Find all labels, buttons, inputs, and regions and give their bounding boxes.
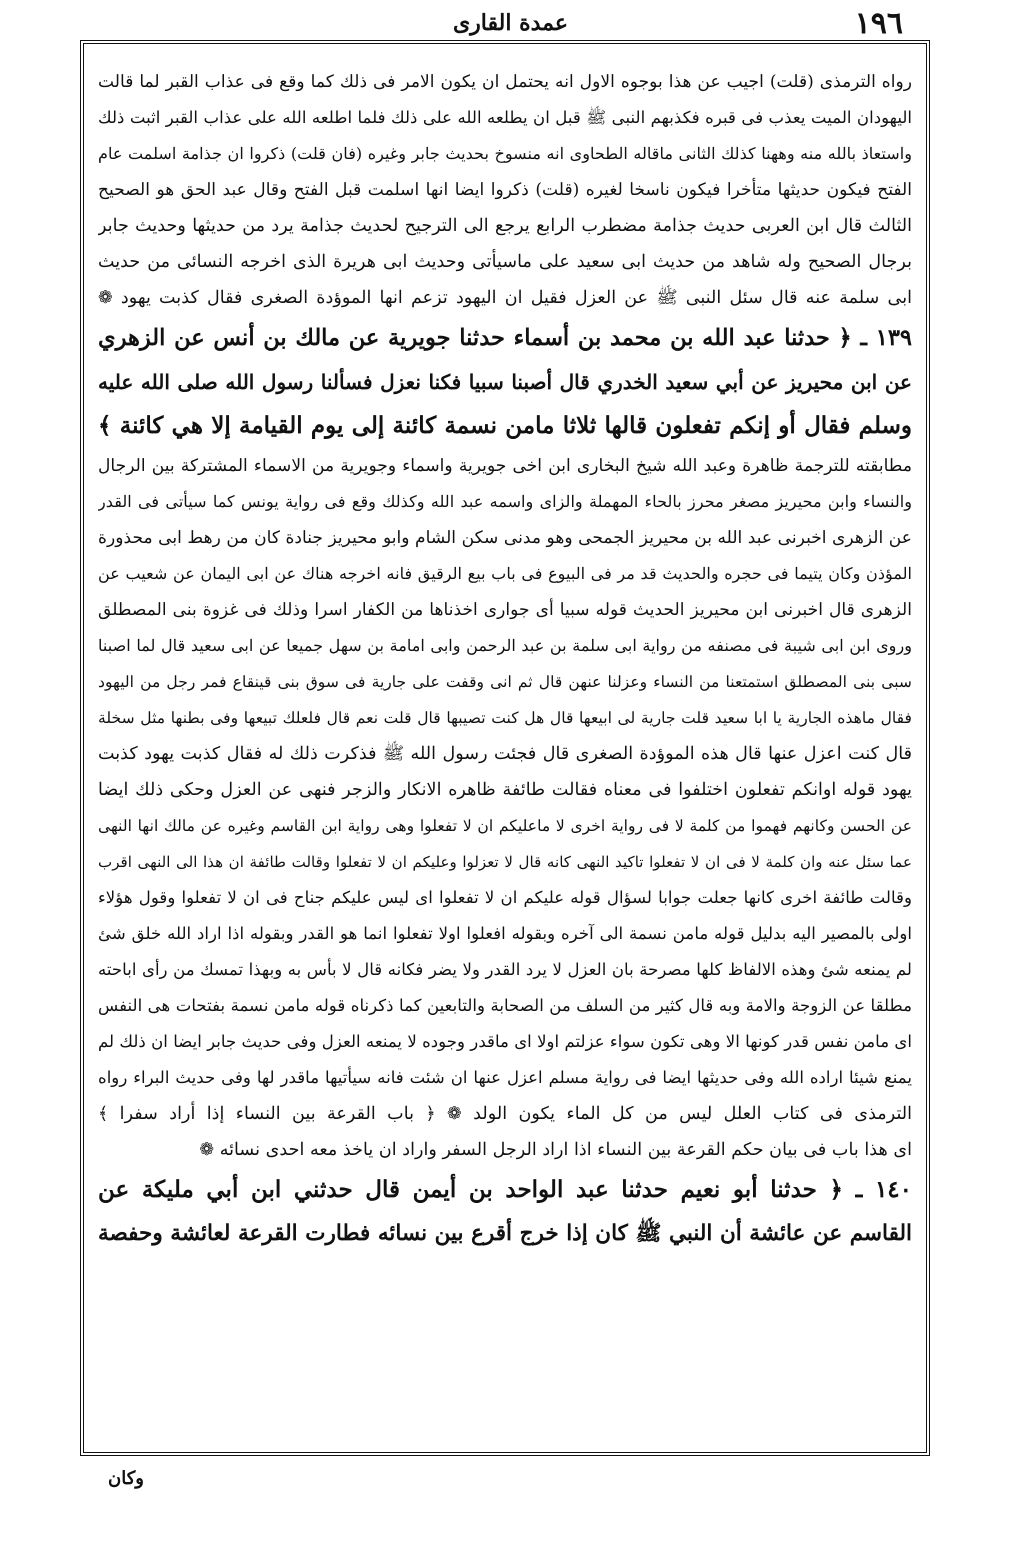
hadith-139 [98, 316, 912, 448]
running-title: عمدة القارى [452, 10, 569, 36]
text-line: اليهودان الميت يعذب فى قبره فكذبهم النبى ﷺ قبل ان يطلعه الله على ذلك فلما اطلعه الله على عذاب القبر اثبت ذلك [98, 108, 912, 127]
text-line: فقال ماهذه الجارية يا ابا سعيد قلت جارية لى ابيعها قال هل كنت تصيبها قال قلت نعم قال فلعلك تبيعها وفى بطنها مثل سخلة [98, 709, 912, 727]
text-line: عما سئل عنه وان كلمة لا فى ان لا تفعلوا تاكيد النهى كانه قال لا تعزلوا وعليكم ان لا تفعلوا وقالت طائفة ان هذا الى النهى اقرب [98, 853, 912, 871]
text-line: الفتح فيكون حديثها متأخرا فيكون ناسخا لغيره (قلت) ذكروا ايضا انها اسلمت قبل الفتح وقال عبد الحق هو الصحيح [98, 180, 912, 200]
text-line: الثالث قال ابن العربى حديث جذامة مضطرب الرابع يرجع الى الترجيح لحديث جذامة يرد من حديثها وحديث جابر [98, 216, 912, 236]
page-body [98, 64, 912, 1444]
hadith-line: ١٤٠ ـ ﴿ حدثنا أبو نعيم حدثنا عبد الواحد بن أيمن قال حدثني ابن أبي مليكة عن [98, 1176, 912, 1203]
text-line: المؤذن وكان يتيما فى حجره والحديث قد مر فى البيوع فى باب بيع الرقيق فانه اخرجه هناك عن ابى اليمان عن شعيب عن [98, 564, 912, 583]
hadith-140 [98, 1168, 912, 1256]
text-line: عن الحسن وكانهم فهموا من كلمة لا فى رواية اخرى لا ماعليكم ان لا تفعلوا وهى رواية ابن القاسم وغيره عن مالك انها النهى [98, 817, 912, 835]
text-line: الترمذى فى كتاب العلل ليس من كل الماء يكون الولد ❁ ﴿ باب القرعة بين النساء إذا أراد سفرا ﴾ [98, 1104, 912, 1124]
hadith-line: ١٣٩ ـ ﴿ حدثنا عبد الله بن محمد بن أسماء حدثنا جويرية عن مالك بن أنس عن الزهري [98, 325, 912, 351]
text-line: والنساء وابن محيريز مصغر محرز بالحاء المهملة والزاى واسمه عبد الله وكذلك وقع فى رواية يونس كما سيأتى فى القدر [98, 492, 912, 511]
chapter-note: اى هذا باب فى بيان حكم القرعة بين النساء اذا اراد الرجل السفر واراد ان ياخذ معه احدى نسائه ❁ [199, 1140, 912, 1160]
page-number: ١٩٦ [854, 6, 903, 41]
hadith-line: القاسم عن عائشة أن النبي ﷺ كان إذا خرج أقرع بين نسائه فطارت القرعة لعائشة وحفصة [98, 1221, 912, 1246]
hadith-line: عن ابن محيريز عن أبي سعيد الخدري قال أصبنا سبيا فكنا نعزل فسألنا رسول الله صلى الله عليه [98, 370, 912, 394]
text-line: يمنع شيئا اراده الله وفى حديثها ايضا فى رواية مسلم اعزل عنها ان شئت فانه سيأتيها ماقدر لها وفى حديث البراء رواه [98, 1068, 912, 1087]
text-line: مطابقته للترجمة ظاهرة وعبد الله شيخ البخارى ابن اخى جويرية واسماء وجويرية من الاسماء المشتركة بين الرجال [98, 456, 912, 476]
text-line: وروى ابن ابى شيبة فى مصنفه من رواية ابى سلمة بن عبد الرحمن وابى امامة بن سهل جميعا عن ابى سعيد قال لما اصبنا [98, 636, 912, 655]
commentary-a [98, 64, 912, 316]
text-line: رواه الترمذى (قلت) اجيب عن هذا بوجوه الاول انه يحتمل ان يكون الامر فى ذلك كما وقع فى عذاب القبر لما قالت [98, 72, 912, 92]
catchword: وكان [108, 1468, 144, 1489]
commentary-b [98, 448, 912, 1132]
hadith-line: وسلم فقال أو إنكم تفعلون قالها ثلاثا مامن نسمة كائنة إلى يوم القيامة إلا هي كائنة ﴾ [98, 412, 912, 439]
text-line: سبى بنى المصطلق استمتعنا من النساء وعزلنا عنهن قال ثم انى وقفت على جارية فى سوق بنى قينقاع فمر رجل من اليهود [98, 673, 912, 691]
text-line: لم يمنعه شئ وهذه الالفاظ كلها مصرحة بان العزل لا يرد القدر ولا يضر فكانه قال لا بأس به وبهذا تمسك من رأى اباحته [98, 960, 912, 979]
text-line: ابى سلمة عنه قال سئل النبى ﷺ عن العزل فقيل ان اليهود تزعم انها الموؤدة الصغرى فقال كذبت يهود ❁ [98, 288, 912, 308]
page-header [0, 6, 1021, 40]
text-line: قال كنت اعزل عنها قال هذه الموؤدة الصغرى قال فجئت رسول الله ﷺ فذكرت ذلك له فقال كذبت يهود كذبت [98, 744, 912, 764]
text-line: واستعاذ بالله منه وههنا كذلك الثانى ماقاله الطحاوى انه منسوخ بحديث جابر وغيره (فان قلت) ذكروا ان جذامة اسلمت عام [98, 144, 912, 163]
text-line: اى مامن نفس قدر كونها الا وهى تكون سواء عزلتم اولا اى ماقدر وجوده لا يمنعه العزل وفى حديث جابر ايضا ان ذلك لم [98, 1032, 912, 1051]
text-line: مطلقا عن الزوجة والامة وبه قال كثير من السلف من الصحابة والتابعين كما ذكرناه قوله مامن نسمة بفتحات هى النفس [98, 996, 912, 1015]
text-line: وقالت طائفة اخرى كانها جعلت جوابا لسؤال قوله عليكم ان لا تفعلوا اى ليس عليكم جناح فى ان لا تفعلوا وقول هؤلاء [98, 888, 912, 907]
text-line: عن الزهرى اخبرنى عبد الله بن محيريز الجمحى وهو مدنى سكن الشام وابو محيريز جنادة كان من رهط ابى محذورة [98, 528, 912, 548]
text-line: يهود قوله اوانكم تفعلون اختلفوا فى معناه فقالت طائفة ظاهره الانكار والزجر فنهى عن العزل وحكى ذلك ايضا [98, 780, 912, 800]
text-line: برجال الصحيح وله شاهد من حديث ابى سعيد على ماسيأتى وحديث ابى هريرة الذى اخرجه النسائى من حديث [98, 252, 912, 272]
text-line: الزهرى قال اخبرنى ابن محيريز الحديث قوله سبيا أى جوارى اخذناها من الكفار اسرا وذلك فى غزوة بنى المصطلق [98, 600, 912, 620]
text-line: اولى بالمصير اليه بدليل قوله مامن نسمة الى آخره وبقوله افعلوا اولا تفعلوا انما هو القدر وبقوله اذا اراد الله خلق شئ [98, 924, 912, 943]
